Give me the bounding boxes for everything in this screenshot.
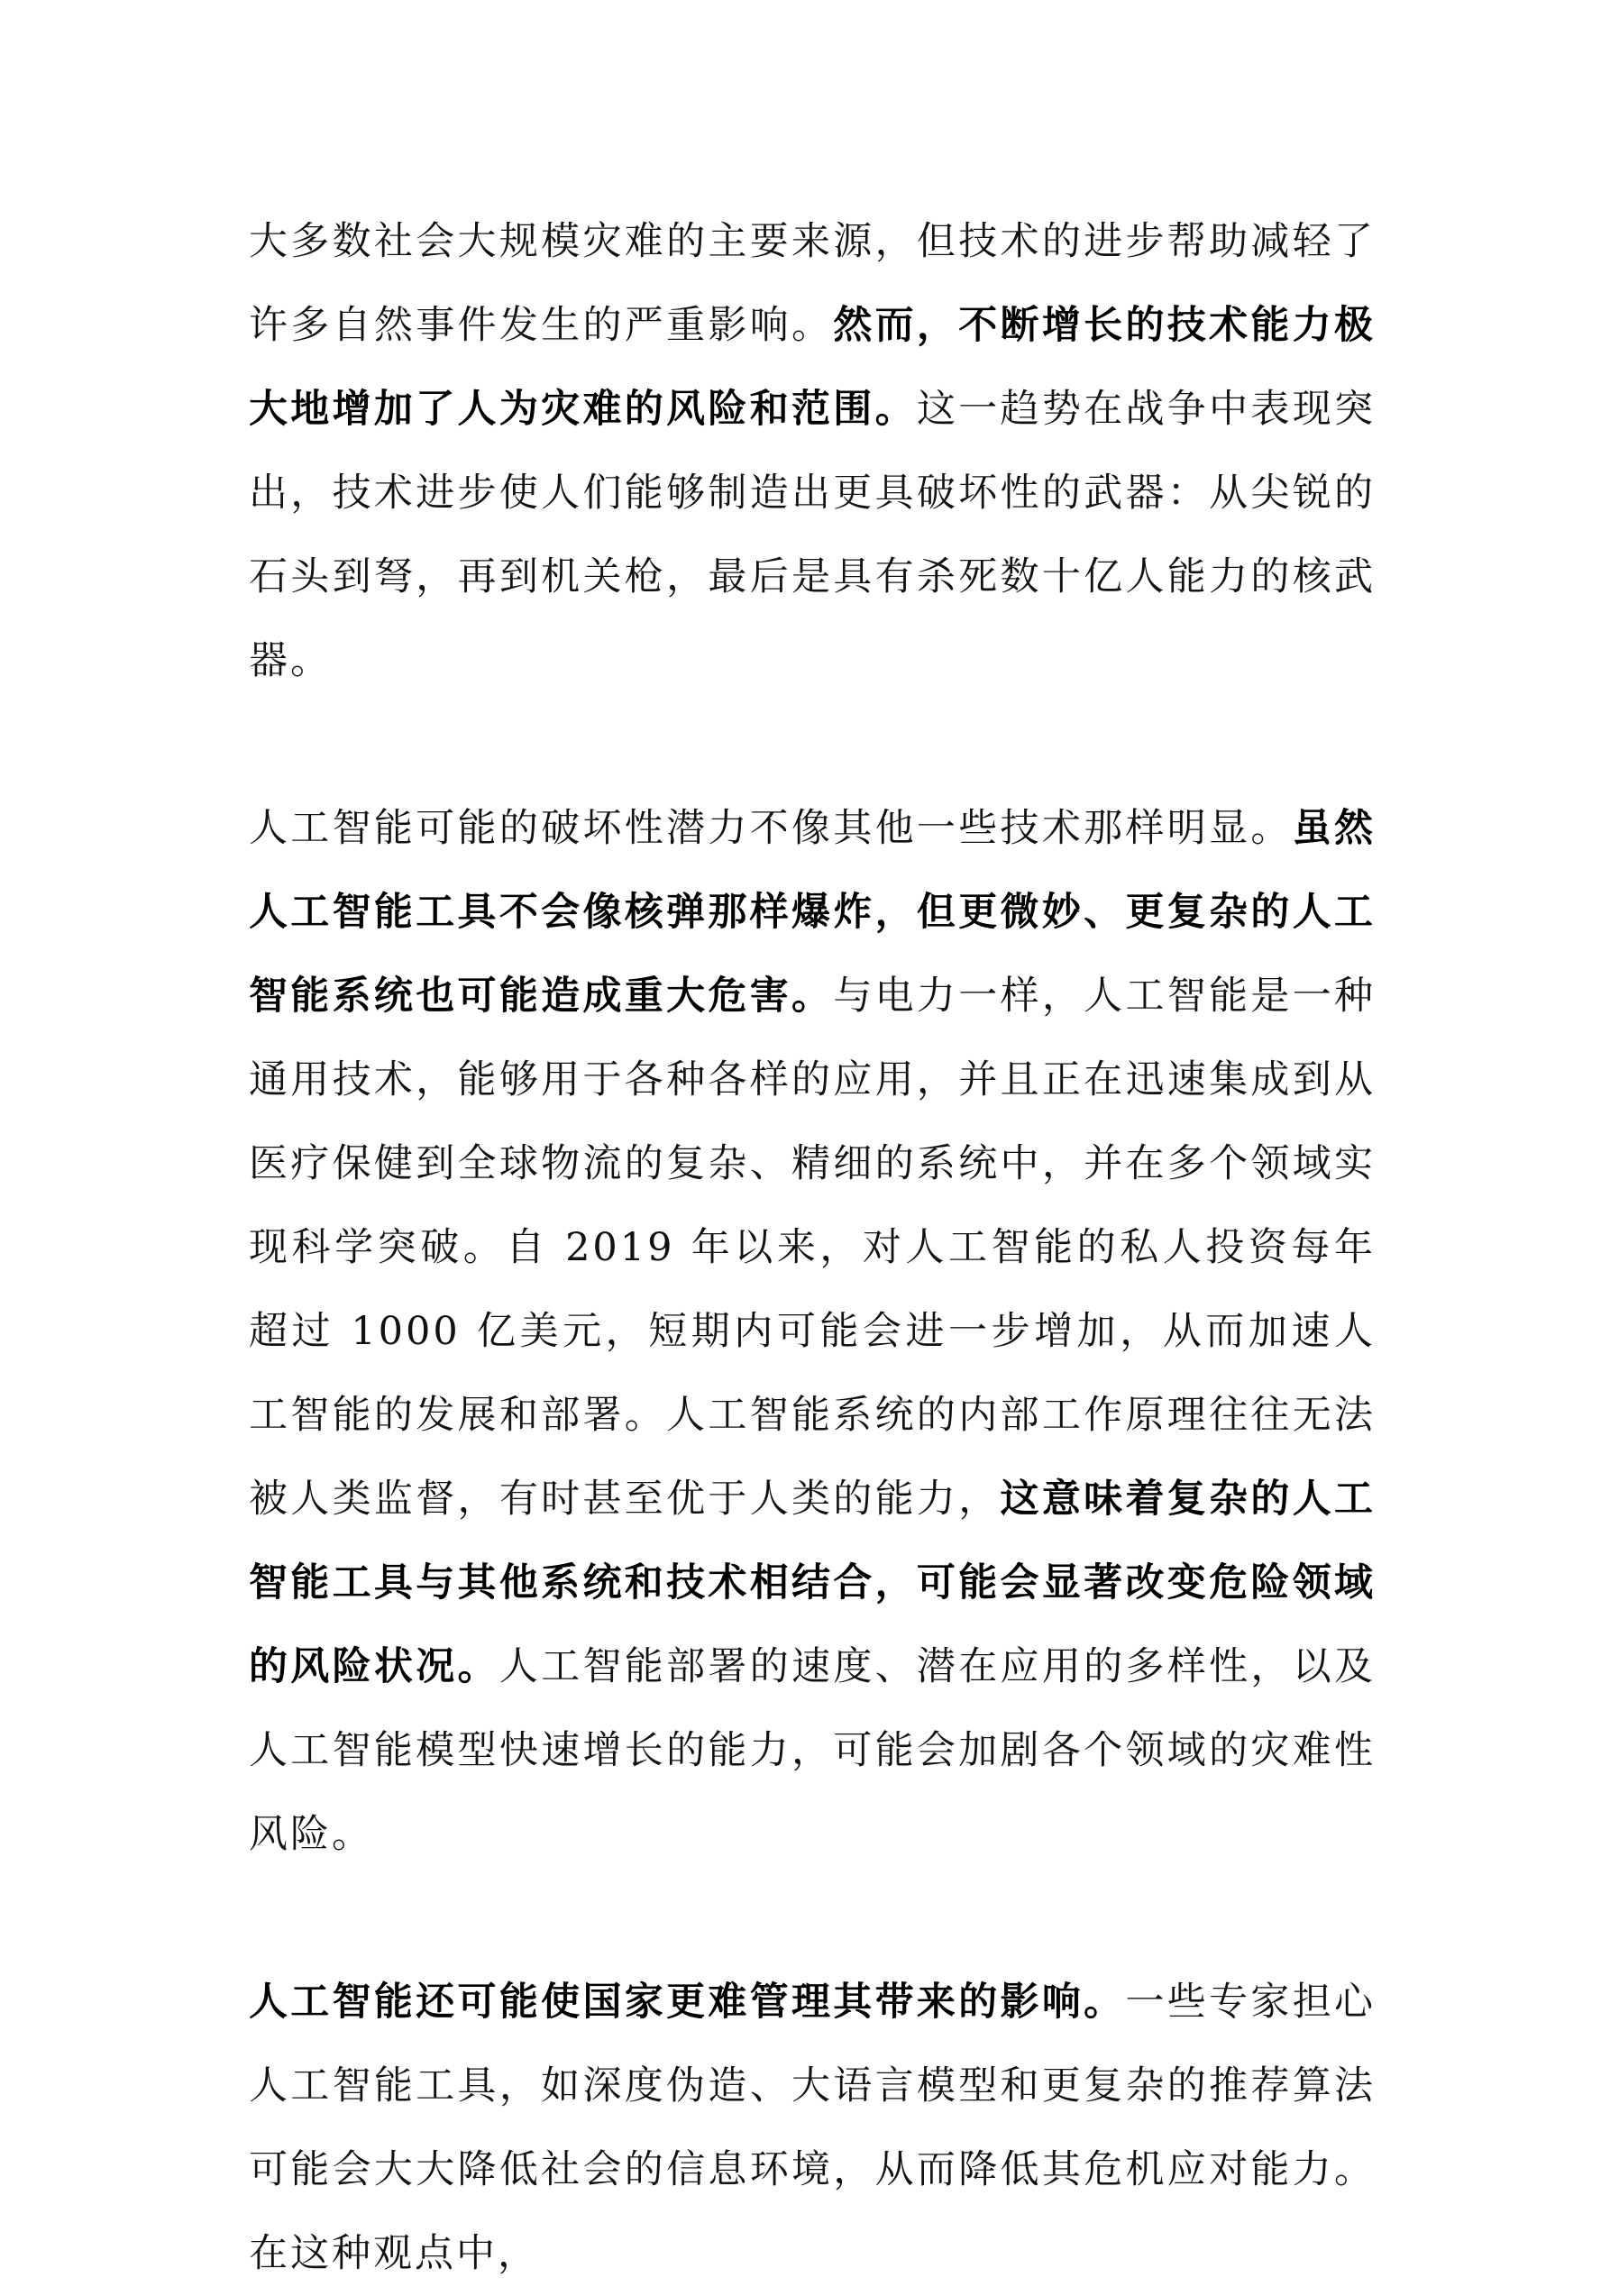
paragraph-1-run-1: 大多数社会大规模灾难的主要来源，但技术的进步帮助减轻了许多自然事件发生的严重影响。	[249, 219, 1376, 348]
paragraph-1	[249, 200, 1376, 703]
paragraph-3-run-2: 一些专家担心人工智能工具，如深度伪造、大语言模型和更复杂的推荐算法可能会大大降低社会的信息环境，从而降低其危机应对能力。在这种观点中，	[249, 1980, 1377, 2276]
paragraph-3-run-1-bold: 人工智能还可能使国家更难管理其带来的影响。	[249, 1980, 1126, 2025]
paragraph-1-run-3: 这一趋势在战争中表现突出，技术进步使人们能够制造出更具破坏性的武器：从尖锐的石头到弩，再到机关枪，最后是具有杀死数十亿人能力的核武器。	[249, 387, 1377, 683]
paragraph-2-run-4-bold: 这意味着复杂的人工智能工具与其他系统和技术相结合，可能会显著改变危险领域的风险状况。	[249, 1477, 1377, 1689]
paragraph-2-run-3: 与电力一样，人工智能是一种通用技术，能够用于各种各样的应用，并且正在迅速集成到从医疗保健到全球物流的复杂、精细的系统中，并在多个领域实现科学突破。自 2019 年以来，对人工智能的私人投资每年超过 1000 亿美元，短期内可能会进一步增加，从而加速人工智能的发展和部署。人工智能系统的内部工作原理往往无法被人类监督，有时甚至优于人类的能力，	[249, 974, 1377, 1522]
paragraph-2-run-2-bold: 虽然人工智能工具不会像核弹那样爆炸，但更微妙、更复杂的人工智能系统也可能造成重大危害。	[249, 806, 1377, 1019]
paragraph-2-run-1: 人工智能可能的破坏性潜力不像其他一些技术那样明显。	[249, 806, 1293, 851]
paragraph-2-run-5: 人工智能部署的速度、潜在应用的多样性，以及人工智能模型快速增长的能力，可能会加剧各个领域的灾难性风险。	[249, 1644, 1377, 1857]
document-body	[249, 200, 1376, 2296]
paragraph-3	[249, 1961, 1376, 2296]
paragraph-2	[249, 787, 1376, 1877]
paragraph-1-run-2-bold: 然而，不断增长的技术能力极大地增加了人为灾难的风险和范围。	[249, 303, 1377, 432]
